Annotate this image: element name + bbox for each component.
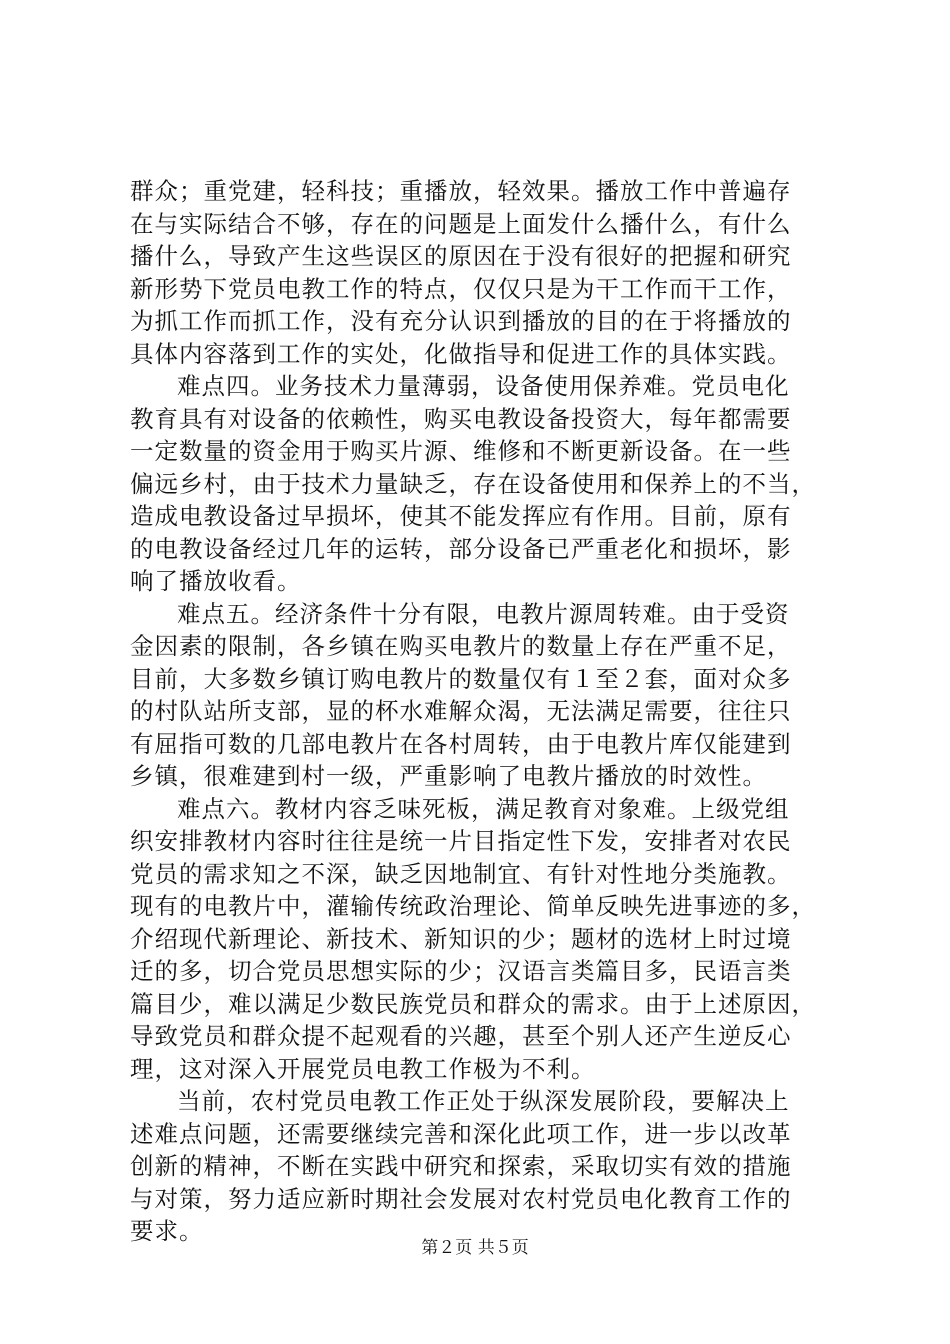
text-line: 难点四。业务技术力量薄弱，设备使用保养难。党员电化 bbox=[177, 372, 790, 400]
text-line: 篇目少，难以满足少数民族党员和群众的需求。由于上述原因， bbox=[130, 989, 816, 1018]
text-line: 党员的需求知之不深，缺乏因地制宜、有针对性地分类施教。 bbox=[130, 859, 792, 888]
text-line: 乡镇，很难建到村一级，严重影响了电教片播放的时效性。 bbox=[130, 762, 767, 790]
text-line: 具体内容落到工作的实处，化做指导和促进工作的具体实践。 bbox=[130, 339, 792, 368]
text-line: 群众；重党建，轻科技；重播放，轻效果。播放工作中普遍存 bbox=[130, 177, 792, 205]
text-line: 造成电教设备过早损坏，使其不能发挥应有作用。目前，原有 bbox=[130, 502, 792, 530]
text-line: 现有的电教片中，灌输传统政治理论、简单反映先进事迹的多， bbox=[130, 892, 816, 920]
text-line: 教育具有对设备的依赖性，购买电教设备投资大，每年都需要 bbox=[130, 404, 792, 433]
text-line: 迁的多，切合党员思想实际的少；汉语言类篇目多，民语言类 bbox=[130, 957, 792, 985]
text-line: 偏远乡村，由于技术力量缺乏，存在设备使用和保养上的不当， bbox=[130, 469, 816, 498]
text-line: 有屈指可数的几部电教片在各村周转，由于电教片库仅能建到 bbox=[130, 729, 792, 758]
text-line: 的电教设备经过几年的运转，部分设备已严重老化和损坏，影 bbox=[130, 534, 792, 563]
text-line: 述难点问题，还需要继续完善和深化此项工作，进一步以改革 bbox=[130, 1119, 792, 1148]
text-line: 要求。 bbox=[130, 1217, 204, 1245]
text-line: 创新的精神，不断在实践中研究和探索，采取切实有效的措施 bbox=[130, 1152, 792, 1180]
text-line: 新形势下党员电教工作的特点，仅仅只是为干工作而干工作， bbox=[130, 274, 792, 303]
text-line: 介绍现代新理论、新技术、新知识的少；题材的选材上时过境 bbox=[130, 924, 792, 953]
text-line: 与对策，努力适应新时期社会发展对农村党员电化教育工作的 bbox=[130, 1184, 792, 1213]
text-line: 难点六。教材内容乏味死板，满足教育对象难。上级党组 bbox=[177, 794, 790, 823]
text-line: 织安排教材内容时往往是统一片目指定性下发，安排者对农民 bbox=[130, 827, 792, 855]
text-line: 金因素的限制，各乡镇在购买电教片的数量上存在严重不足， bbox=[130, 632, 792, 660]
text-line: 一定数量的资金用于购买片源、维修和不断更新设备。在一些 bbox=[130, 437, 792, 465]
text-line: 为抓工作而抓工作，没有充分认识到播放的目的在于将播放的 bbox=[130, 307, 792, 335]
page-footer: 第２页 共５页 bbox=[421, 1238, 529, 1258]
text-line: 响了播放收看。 bbox=[130, 567, 302, 595]
document-body bbox=[130, 175, 830, 1248]
text-line: 难点五。经济条件十分有限，电教片源周转难。由于受资 bbox=[177, 599, 790, 628]
text-line: 理，这对深入开展党员电教工作极为不利。 bbox=[130, 1054, 596, 1083]
text-line: 当前，农村党员电教工作正处于纵深发展阶段，要解决上 bbox=[177, 1087, 790, 1115]
text-line: 的村队站所支部，显的杯水难解众渴，无法满足需要，往往只 bbox=[130, 697, 792, 725]
text-line: 导致党员和群众提不起观看的兴趣，甚至个别人还产生逆反心 bbox=[130, 1022, 792, 1050]
text-line: 播什么，导致产生这些误区的原因在于没有很好的把握和研究 bbox=[130, 242, 792, 270]
text-line: 目前，大多数乡镇订购电教片的数量仅有１至２套，面对众多 bbox=[130, 664, 792, 693]
text-line: 在与实际结合不够，存在的问题是上面发什么播什么，有什么 bbox=[130, 209, 792, 238]
